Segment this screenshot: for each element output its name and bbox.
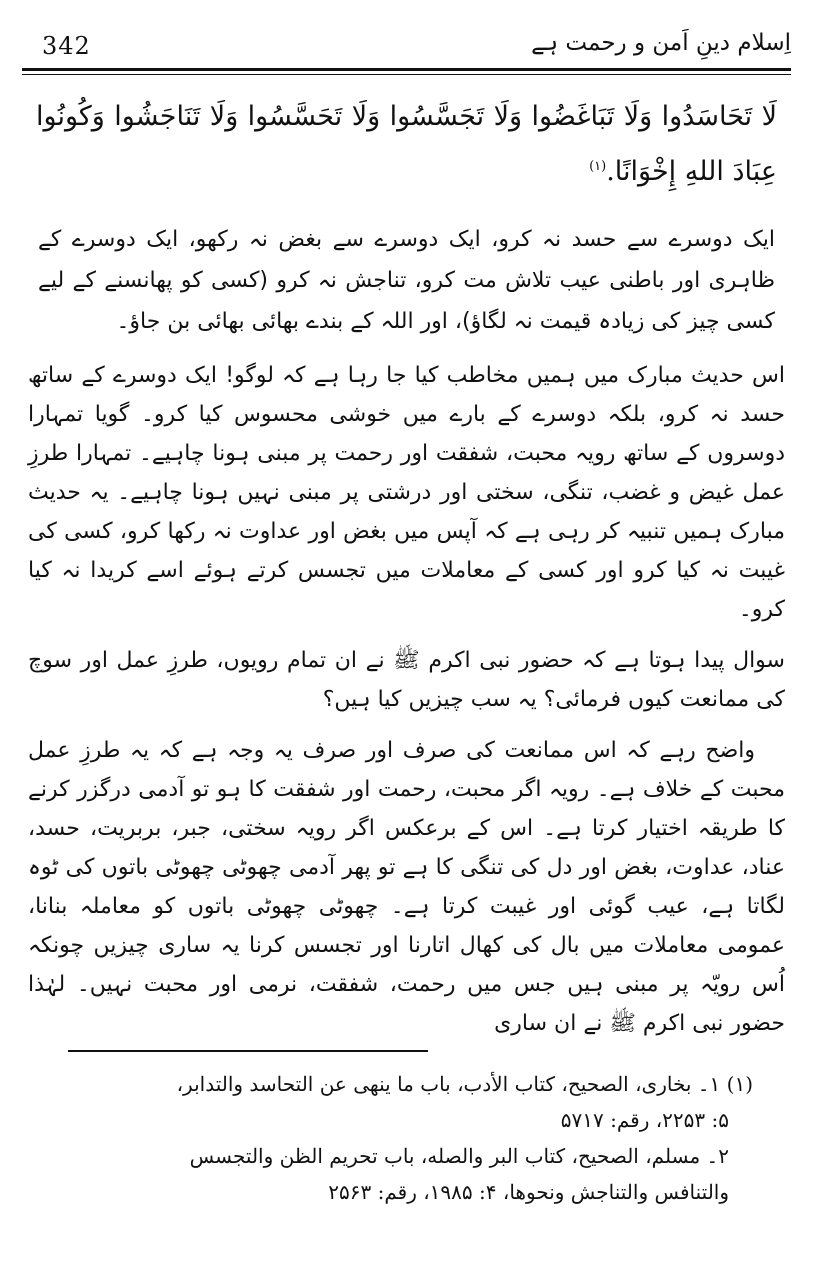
hadith-arabic — [36, 92, 777, 197]
paragraph: واضح رہے کہ اس ممانعت کی صرف اور صرف یہ وجہ ہے کہ یہ طرزِ عمل محبت کے خلاف ہے۔ رویہ اگر محبت، رحمت اور شفقت کا ہو تو آدمی درگزر کرنے کا طریقہ اختیار کرتا ہے۔ اس کے برعکس اگر رویہ سختی، جبر، بربریت، حسد، عناد، عداوت، بغض اور دل کی تنگی کا ہے تو پھر آدمی چھوٹی چھوٹی باتوں کی ٹوہ لگاتا ہے، عیب گوئی اور غیبت کرتا ہے۔ چھوٹی چھوٹی باتوں کو معاملہ بنانا، عمومی معاملات میں بال کی کھال اتارنا اور تجسس کرنا یہ ساری چیزیں چونکہ اُس رویّہ پر مبنی ہیں جس میں رحمت، شفقت، نرمی اور محبت نہیں۔ لہٰذا حضور نبی اکرم ﷺ نے ان ساری — [28, 738, 785, 1036]
footnote-marker: (۱) — [589, 159, 607, 174]
footnote-divider — [68, 1050, 428, 1052]
paragraph: اس حدیث مبارک میں ہمیں مخاطب کیا جا رہا ہے کہ لوگو! ایک دوسرے کے ساتھ حسد نہ کرو، بلکہ دوسرے کے بارے میں خوشی محسوس کیا کرو۔ گویا تمہارا دوسروں کے ساتھ رویہ محبت، شفقت اور رحمت پر مبنی ہونا چاہیے۔ تمہارا طرزِ عمل غیض و غضب، تنگی، سختی اور درشتی پر مبنی نہیں ہونا چاہیے۔ یہ حدیث مبارک ہمیں تنبیہ کر رہی ہے کہ آپس میں بغض اور عداوت نہ رکھا کرو، کسی کی غیبت نہ کیا کرو اور کسی کے معاملات میں تجسس کرتے ہوئے اسے کریدا نہ کیا کرو۔ — [28, 363, 785, 622]
hadith-arabic-text: لَا تَحَاسَدُوا وَلَا تَبَاغَضُوا وَلَا تَجَسَّسُوا وَلَا تَحَسَّسُوا وَلَا تَنَاجَشُوا وَكُونُوا عِبَادَ اللهِ إِخْوَانًا. — [36, 101, 777, 187]
page-body — [28, 92, 785, 1055]
header-rule — [22, 68, 791, 71]
page-number: 342 — [42, 32, 91, 60]
footnote-line: والتنافس والتناجش ونحوها، ۴: ۱۹۸۵، رقم: ۲۵۶۳ — [328, 1180, 729, 1204]
page-header — [22, 28, 791, 68]
paragraph: سوال پیدا ہوتا ہے کہ حضور نبی اکرم ﷺ نے ان تمام رویوں، طرزِ عمل اور سوچ کی ممانعت کیوں فرمائی؟ یہ سب چیزیں کیا ہیں؟ — [28, 648, 785, 712]
footnote-line: ۵: ۲۲۵۳، رقم: ۵۷۱۷ — [560, 1108, 729, 1132]
header-rule-thin — [22, 74, 791, 75]
footnote-line: (۱) ۱۔ بخاری، الصحیح، کتاب الأدب، باب ما ینهی عن التحاسد والتدابر، — [176, 1072, 753, 1096]
hadith-translation: ایک دوسرے سے حسد نہ کرو، ایک دوسرے سے بغض نہ رکھو، ایک دوسرے کے ظاہری اور باطنی عیب تلاش مت کرو، تناجش نہ کرو (کسی کو پھانسنے کے لیے کسی چیز کی زیادہ قیمت نہ لگاؤ)، اور اللہ کے بندے بھائی بھائی بن جاؤ۔ — [38, 227, 775, 334]
footnotes — [60, 1066, 753, 1210]
footnote-line: ۲۔ مسلم، الصحیح، کتاب البر والصله، باب تحریم الظن والتجسس — [189, 1144, 729, 1168]
running-title: اِسلام دینِ اَمن و رحمت ہے — [531, 30, 791, 56]
